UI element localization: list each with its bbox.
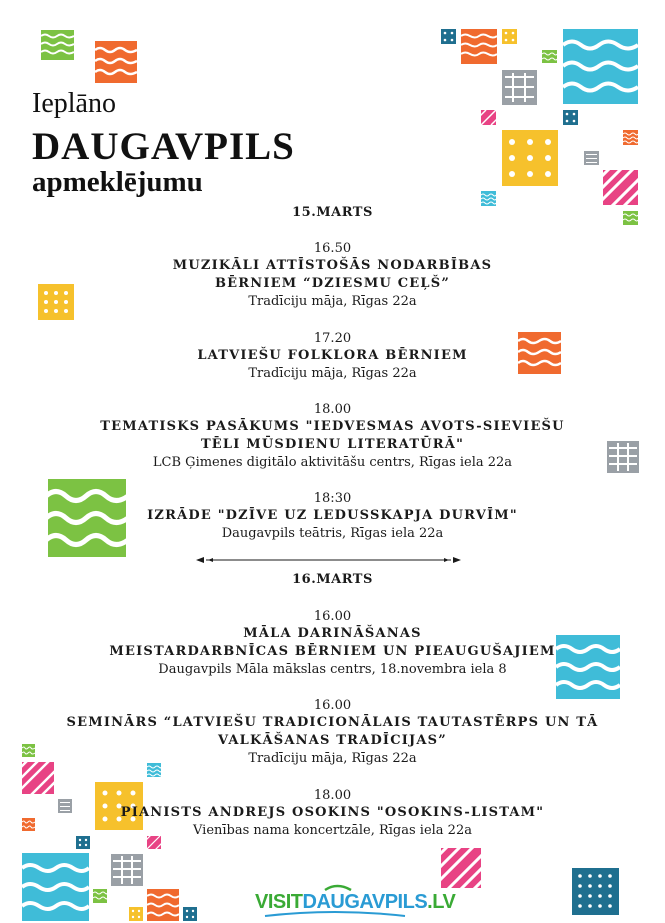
deco-grid-tile-gray <box>502 70 537 105</box>
deco-grid-tile-gray <box>111 854 143 886</box>
event-title: MUZIKĀLI ATTĪSTOŠĀS NODARBĪBAS <box>172 258 493 273</box>
deco-stripes-tile-pink <box>441 848 481 888</box>
event-item <box>60 608 605 679</box>
deco-wave-tile-orange <box>623 130 638 145</box>
event-venue: Daugavpils teātris, Rīgas iela 22a <box>221 526 444 541</box>
event-venue: Tradīciju māja, Rīgas 22a <box>248 751 417 766</box>
deco-wave-tile-blue <box>22 853 89 921</box>
event-time: 16.50 <box>313 241 352 256</box>
deco-wave-tile-green <box>22 744 35 757</box>
event-item <box>60 697 605 768</box>
title-line-3: apmeklējumu <box>32 166 203 198</box>
deco-wave-tile-orange <box>461 29 497 64</box>
event-time: 18.00 <box>313 402 352 417</box>
event-title: IZRĀDE "DZĪVE UZ LEDUSSKAPJA DURVĪM" <box>147 508 518 523</box>
event-time: 16.00 <box>313 698 352 713</box>
event-title: SEMINĀRS “LATVIEŠU TRADICIONĀLAIS TAUTASTĒRPS UN TĀ <box>66 715 599 730</box>
logo-visit: VISIT <box>255 891 303 913</box>
event-item <box>60 330 605 383</box>
deco-wave-tile-orange <box>95 41 137 83</box>
event-title: TĒLI MŪSDIENU LITERATŪRĀ" <box>200 437 465 452</box>
deco-wave-tile-green <box>93 889 107 903</box>
event-title: MĀLA DARINĀŠANAS <box>243 626 422 641</box>
event-time: 16.00 <box>313 609 352 624</box>
deco-stripes-tile-pink <box>481 110 496 125</box>
deco-wave-tile-green <box>542 50 557 63</box>
event-time: 18:30 <box>313 491 352 506</box>
deco-dots-tile-yellow <box>129 907 143 921</box>
event-venue: LCB Ģimenes digitālo aktivitāšu centrs, Rīgas iela 22a <box>152 455 513 470</box>
deco-wave-tile-orange <box>22 818 35 831</box>
event-item <box>60 787 605 840</box>
deco-dots-tile-yellow <box>502 29 517 44</box>
event-title: TEMATISKS PASĀKUMS "IEDVESMAS AVOTS-SIEVIEŠU <box>100 419 565 434</box>
deco-dots-tile-navy <box>572 868 619 915</box>
day-heading: 16.MARTS <box>292 572 373 587</box>
deco-dots-tile-navy <box>441 29 456 44</box>
event-time: 17.20 <box>313 331 352 346</box>
deco-wave-tile-blue <box>481 191 496 206</box>
deco-wave-tile-blue <box>563 29 638 104</box>
deco-grid-tile-gray <box>584 151 599 165</box>
logo-domain: .LV <box>427 891 456 913</box>
event-venue: Tradīciju māja, Rīgas 22a <box>248 294 417 309</box>
ornament-divider <box>196 551 461 563</box>
visitdaugavpils-logo[interactable] <box>255 884 456 920</box>
event-time: 18.00 <box>313 788 352 803</box>
deco-stripes-tile-pink <box>22 762 54 794</box>
event-title: MEISTARDARBNĪCAS BĒRNIEM UN PIEAUGUŠAJIEM <box>109 644 556 659</box>
logo-daugavpils: DAUGAVPILS <box>302 891 428 913</box>
event-item <box>60 401 605 472</box>
event-title: VALKĀŠANAS TRADĪCIJAS” <box>218 733 447 748</box>
deco-stripes-tile-pink <box>603 170 638 205</box>
event-item <box>60 490 605 543</box>
deco-dots-tile-navy <box>183 907 197 921</box>
deco-wave-tile-green <box>41 30 74 60</box>
event-title: PIANISTS ANDREJS OSOKINS "OSOKINS-LISTAM" <box>120 805 545 820</box>
deco-wave-tile-orange <box>147 889 179 921</box>
day-heading: 15.MARTS <box>292 205 373 220</box>
event-venue: Vienības nama koncertzāle, Rīgas iela 22a <box>193 823 472 838</box>
title-line-1: Ieplāno <box>32 88 116 119</box>
title-line-2: DAUGAVPILS <box>32 125 295 168</box>
event-venue: Daugavpils Māla mākslas centrs, 18.novembra iela 8 <box>158 662 507 677</box>
event-title: BĒRNIEM “DZIESMU CEĻŠ” <box>214 276 451 291</box>
deco-grid-tile-gray <box>607 441 639 473</box>
deco-dots-tile-navy <box>563 110 578 125</box>
event-venue: Tradīciju māja, Rīgas 22a <box>248 366 417 381</box>
deco-wave-tile-green <box>623 211 638 225</box>
event-title: LATVIEŠU FOLKLORA BĒRNIEM <box>197 348 468 363</box>
event-item <box>60 240 605 311</box>
deco-dots-tile-yellow <box>502 130 558 186</box>
